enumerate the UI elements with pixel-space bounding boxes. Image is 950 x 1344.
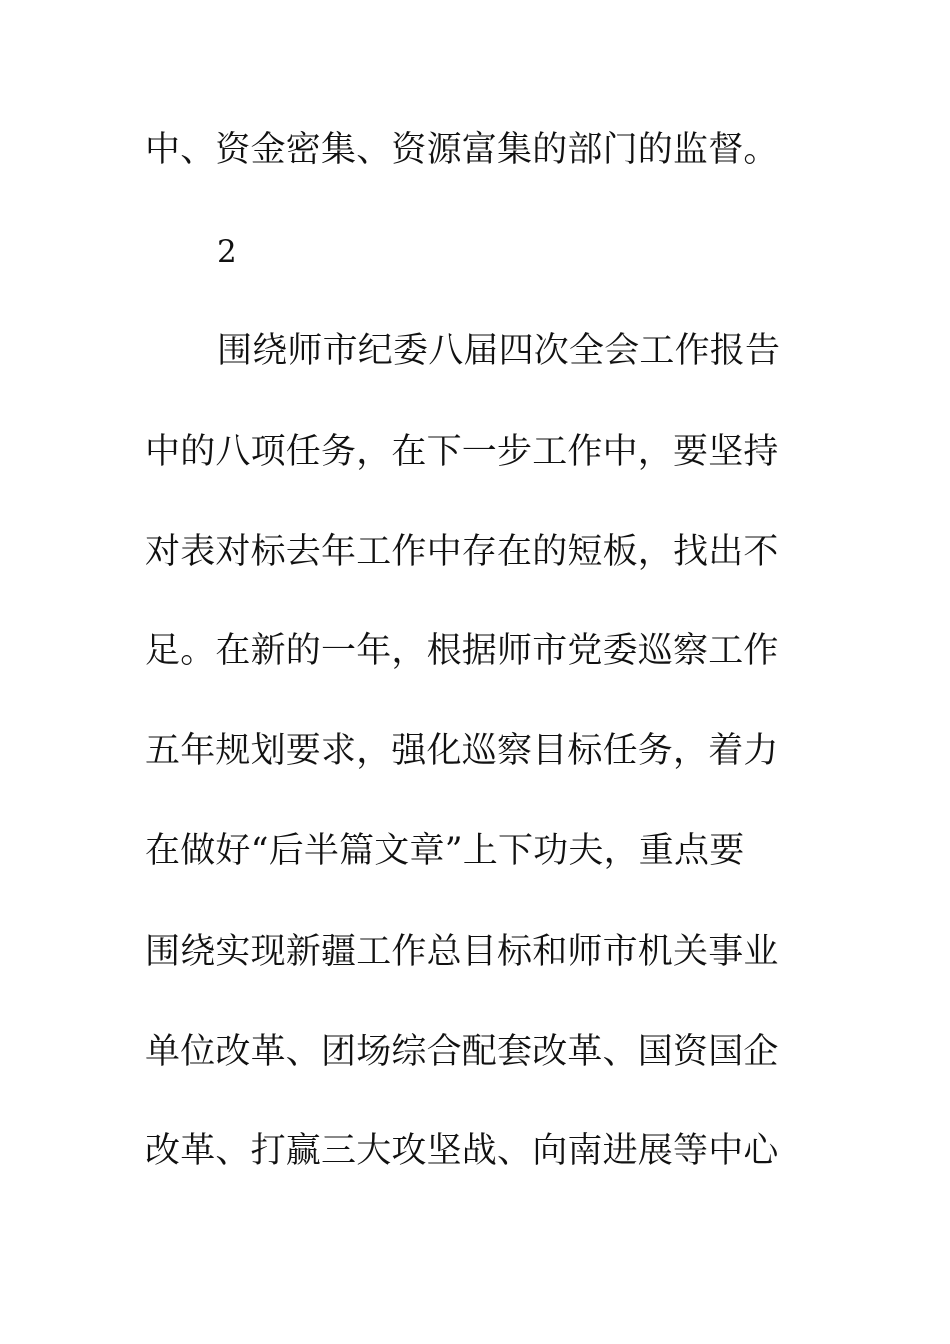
section-number: 2 bbox=[217, 234, 237, 270]
text-line: 在做好“后半篇文章”上下功夫，重点要 bbox=[145, 831, 745, 871]
text-line: 足。在新的一年，根据师市党委巡察工作 bbox=[145, 631, 779, 671]
text-line: 五年规划要求，强化巡察目标任务，着力 bbox=[145, 731, 779, 771]
paragraph-first-line: 围绕师市纪委八届四次全会工作报告 bbox=[217, 331, 781, 371]
text-line: 对表对标去年工作中存在的短板，找出不 bbox=[145, 532, 779, 572]
text-line: 单位改革、团场综合配套改革、国资国企 bbox=[145, 1032, 779, 1072]
text-line: 围绕实现新疆工作总目标和师市机关事业 bbox=[145, 932, 779, 972]
text-line: 中、资金密集、资源富集的部门的监督。 bbox=[145, 130, 779, 170]
text-line: 中的八项任务，在下一步工作中，要坚持 bbox=[145, 432, 779, 472]
text-line: 改革、打赢三大攻坚战、向南进展等中心 bbox=[145, 1131, 779, 1171]
